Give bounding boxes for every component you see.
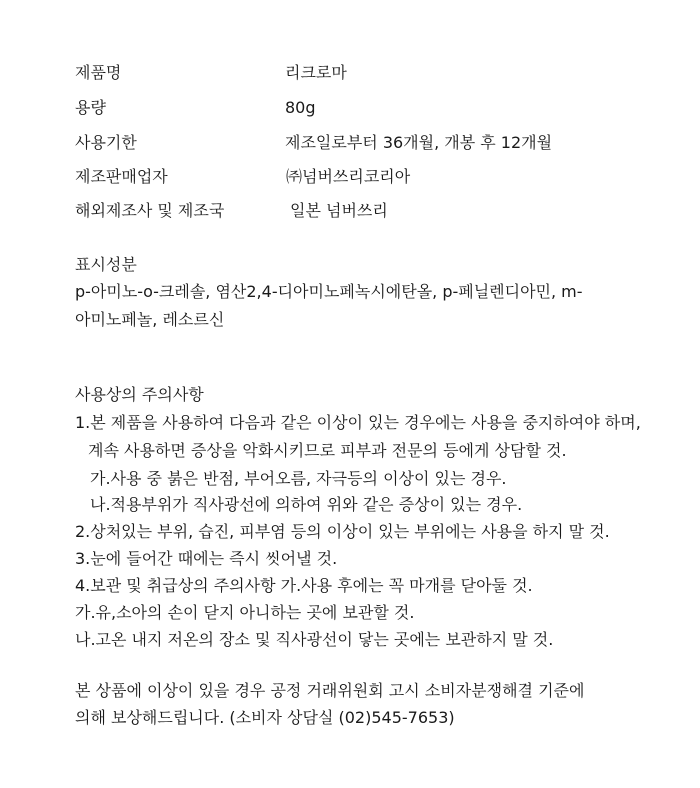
spec-label: 제품명	[75, 63, 122, 82]
caution-line: 계속 사용하면 증상을 악화시키므로 피부과 전문의 등에게 상담할 것.	[88, 441, 567, 460]
caution-line: 나.적용부위가 직사광선에 의하여 위와 같은 증상이 있는 경우.	[90, 495, 523, 514]
spec-row-manufacturer	[75, 165, 675, 189]
spec-row-expiry	[75, 131, 675, 155]
spec-label: 제조판매업자	[75, 167, 168, 186]
spec-row-capacity	[75, 96, 675, 120]
spec-value: 일본 넘버쓰리	[290, 201, 388, 220]
caution-line: 2.상처있는 부위, 습진, 피부염 등의 이상이 있는 부위에는 사용을 하지 말 것.	[75, 522, 610, 541]
spec-label: 용량	[75, 98, 106, 117]
caution-line: 3.눈에 들어간 때에는 즉시 씻어낼 것.	[75, 549, 338, 568]
caution-line: 4.보관 및 취급상의 주의사항 가.사용 후에는 꼭 마개를 닫아둘 것.	[75, 576, 533, 595]
cautions-heading: 사용상의 주의사항	[75, 385, 204, 404]
spec-row-product-name	[75, 61, 675, 85]
caution-line: 가.사용 중 붉은 반점, 부어오름, 자극등의 이상이 있는 경우.	[90, 469, 507, 488]
spec-label: 해외제조사 및 제조국	[75, 201, 225, 220]
spec-value: 제조일로부터 36개월, 개봉 후 12개월	[285, 133, 553, 152]
spec-value: 리크로마	[285, 63, 347, 82]
spec-row-overseas-maker	[75, 199, 675, 223]
caution-line: 나.고온 내지 저온의 장소 및 직사광선이 닿는 곳에는 보관하지 말 것.	[75, 630, 554, 649]
compensation-line: 본 상품에 이상이 있을 경우 공정 거래위원회 고시 소비자분쟁해결 기준에	[75, 681, 585, 700]
ingredients-text: p-아미노-o-크레솔, 염산2,4-디아미노페녹시에탄올, p-페닐렌디아민, m-아미노페놀, 레소르신	[75, 282, 583, 329]
caution-line: 1.본 제품을 사용하여 다음과 같은 이상이 있는 경우에는 사용을 중지하여야 하며,	[75, 413, 641, 432]
ingredients-heading: 표시성분	[75, 255, 137, 274]
caution-line: 가.유,소아의 손이 닫지 아니하는 곳에 보관할 것.	[75, 603, 415, 622]
spec-value: ㈜넘버쓰리코리아	[286, 167, 411, 186]
spec-value: 80g	[285, 98, 316, 117]
spec-label: 사용기한	[75, 133, 137, 152]
compensation-line: 의해 보상해드립니다. (소비자 상담실 (02)545-7653)	[75, 708, 455, 727]
